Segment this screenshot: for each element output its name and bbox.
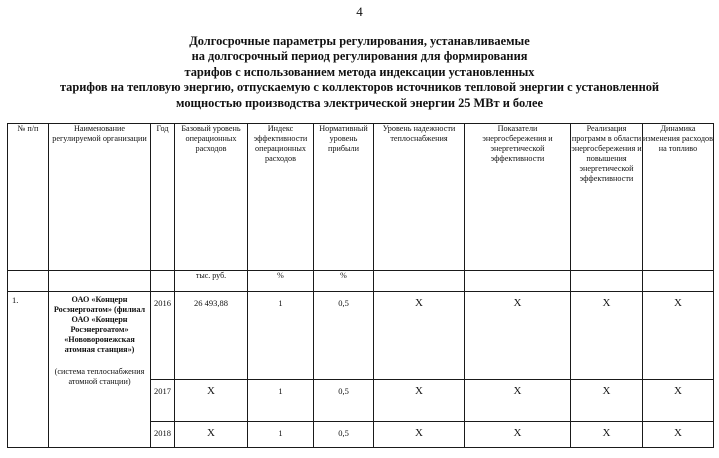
efficiency-index-cell: 1 [248, 380, 314, 422]
units-cell [49, 271, 151, 292]
header-profit-level: Нормативный уровень прибыли [314, 124, 374, 271]
reliability-cell: Х [374, 422, 465, 448]
table-header-row [8, 124, 714, 271]
title-line: мощностью производства электрической энергии 25 МВт и более [176, 95, 543, 110]
year-cell: 2018 [151, 422, 175, 448]
title-line: тарифов на тепловую энергию, отпускаемую с коллекторов источников тепловой энергии с установленной [59, 80, 660, 95]
page-number: 4 [356, 4, 363, 19]
organization-subsystem: (система теплоснабжения атомной станции) [54, 367, 145, 386]
units-cell [465, 271, 571, 292]
energy-saving-cell: Х [465, 292, 571, 380]
header-programs: Реализация программ в области энергосбережения и повышения энергетической эффективности [571, 124, 643, 271]
programs-cell: Х [571, 380, 643, 422]
header-year: Год [151, 124, 175, 271]
fuel-cell: Х [643, 292, 714, 380]
header-energy-saving: Показатели энергосбережения и энергетической эффективности [465, 124, 571, 271]
units-cell [374, 271, 465, 292]
table-units-row [8, 271, 714, 292]
programs-cell: Х [571, 422, 643, 448]
header-org: Наименование регулируемой организации [49, 124, 151, 271]
year-cell: 2017 [151, 380, 175, 422]
energy-saving-cell: Х [465, 422, 571, 448]
profit-level-cell: 0,5 [314, 380, 374, 422]
programs-cell: Х [571, 292, 643, 380]
profit-level-cell: 0,5 [314, 422, 374, 448]
reliability-cell: Х [374, 292, 465, 380]
base-opex-cell: Х [175, 380, 248, 422]
fuel-cell: Х [643, 422, 714, 448]
title-line: Долгосрочные параметры регулирования, устанавливаемые [189, 34, 530, 48]
base-opex-cell: Х [175, 422, 248, 448]
unit-index: % [248, 271, 314, 292]
header-fuel: Динамика изменения расходов на топливо [643, 124, 714, 271]
unit-base: тыс. руб. [175, 271, 248, 292]
parameters-table [7, 123, 714, 448]
unit-profit: % [314, 271, 374, 292]
units-cell [8, 271, 49, 292]
energy-saving-cell: Х [465, 380, 571, 422]
title-line: на долгосрочный период регулирования для формирования [191, 49, 528, 64]
year-cell: 2016 [151, 292, 175, 380]
organization-name: ОАО «Концерн Росэнергоатом» (филиал ОАО «Концерн Росэнергоатом» «Нововоронежская атомная станция») [53, 295, 146, 354]
organization-cell [49, 292, 151, 448]
title-line: тарифов с использованием метода индексации установленных [184, 64, 535, 79]
header-reliability: Уровень надежности теплоснабжения [374, 124, 465, 271]
units-cell [571, 271, 643, 292]
document-title [0, 34, 719, 111]
profit-level-cell: 0,5 [314, 292, 374, 380]
table-row [8, 292, 714, 380]
efficiency-index-cell: 1 [248, 292, 314, 380]
efficiency-index-cell: 1 [248, 422, 314, 448]
header-num: № п/п [8, 124, 49, 271]
units-cell [151, 271, 175, 292]
units-cell [643, 271, 714, 292]
row-number: 1. [8, 292, 49, 448]
fuel-cell: Х [643, 380, 714, 422]
reliability-cell: Х [374, 380, 465, 422]
header-efficiency-index: Индекс эффективности операционных расходов [248, 124, 314, 271]
base-opex-cell: 26 493,88 [175, 292, 248, 380]
header-base-opex: Базовый уровень операционных расходов [175, 124, 248, 271]
